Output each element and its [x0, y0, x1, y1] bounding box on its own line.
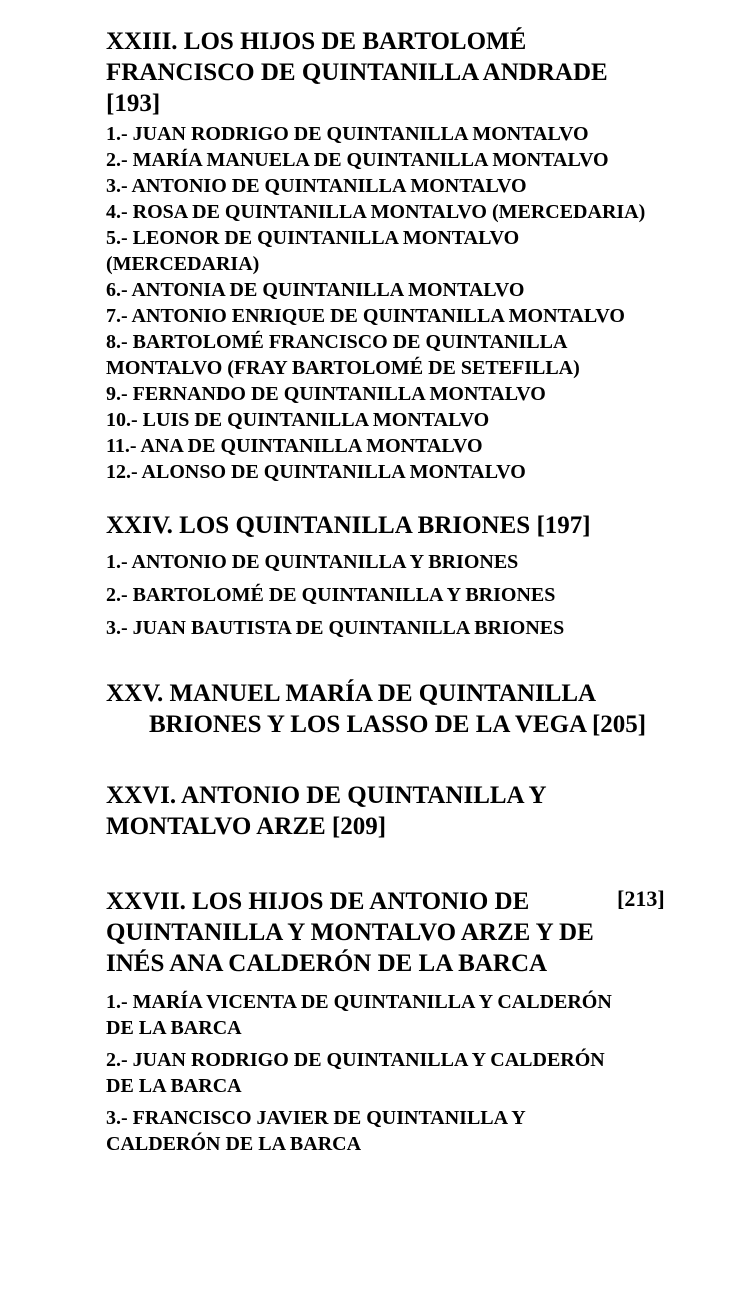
list-item[interactable]: 7.- ANTONIO ENRIQUE DE QUINTANILLA MONTALVO: [106, 305, 625, 327]
section-title[interactable]: XXV. MANUEL MARÍA DE QUINTANILLA BRIONES Y LOS LASSO DE LA VEGA [205]: [106, 680, 647, 738]
list-item[interactable]: 8.- BARTOLOMÉ FRANCISCO DE QUINTANILLA MONTALVO (FRAY BARTOLOMÉ DE SETEFILLA): [106, 331, 580, 379]
list-item[interactable]: 2.- JUAN RODRIGO DE QUINTANILLA Y CALDERÓN DE LA BARCA: [106, 1049, 605, 1097]
list-item[interactable]: 1.- JUAN RODRIGO DE QUINTANILLA MONTALVO: [106, 123, 589, 145]
section-xxiv: [106, 510, 706, 645]
section-item-list: [106, 121, 646, 485]
list-item[interactable]: 1.- MARÍA VICENTA DE QUINTANILLA Y CALDERÓN DE LA BARCA: [106, 991, 612, 1039]
table-of-contents: [106, 26, 706, 1163]
list-item[interactable]: 11.- ANA DE QUINTANILLA MONTALVO: [106, 435, 483, 457]
list-item[interactable]: 10.- LUIS DE QUINTANILLA MONTALVO: [106, 409, 490, 431]
list-item[interactable]: 4.- ROSA DE QUINTANILLA MONTALVO (MERCEDARIA): [106, 201, 646, 223]
section-title[interactable]: XXVII. LOS HIJOS DE ANTONIO DE QUINTANILLA Y MONTALVO ARZE Y DE INÉS ANA CALDERÓN DE LA BARCA: [106, 888, 594, 977]
section-title[interactable]: XXIV. LOS QUINTANILLA BRIONES [197]: [106, 512, 591, 539]
page-reference[interactable]: [213]: [617, 886, 665, 911]
section-title[interactable]: XXIII. LOS HIJOS DE BARTOLOMÉ FRANCISCO DE QUINTANILLA ANDRADE [193]: [106, 28, 608, 117]
list-item[interactable]: 12.- ALONSO DE QUINTANILLA MONTALVO: [106, 461, 526, 483]
section-xxv: [106, 678, 706, 740]
list-item[interactable]: 3.- ANTONIO DE QUINTANILLA MONTALVO: [106, 175, 527, 197]
section-title[interactable]: XXVI. ANTONIO DE QUINTANILLA Y MONTALVO ARZE [209]: [106, 782, 546, 840]
list-item[interactable]: 3.- FRANCISCO JAVIER DE QUINTANILLA Y CALDERÓN DE LA BARCA: [106, 1107, 525, 1155]
section-xxvii: [106, 886, 706, 1157]
list-item[interactable]: 2.- BARTOLOMÉ DE QUINTANILLA Y BRIONES: [106, 584, 556, 606]
section-xxiii: [106, 26, 706, 485]
list-item[interactable]: 6.- ANTONIA DE QUINTANILLA MONTALVO: [106, 279, 525, 301]
list-item[interactable]: 5.- LEONOR DE QUINTANILLA MONTALVO (MERCEDARIA): [106, 227, 520, 275]
list-item[interactable]: 9.- FERNANDO DE QUINTANILLA MONTALVO: [106, 383, 546, 405]
section-item-list: [106, 989, 626, 1157]
section-item-list: [106, 546, 706, 645]
list-item[interactable]: 2.- MARÍA MANUELA DE QUINTANILLA MONTALVO: [106, 149, 609, 171]
section-xxvi: [106, 780, 706, 842]
list-item[interactable]: 1.- ANTONIO DE QUINTANILLA Y BRIONES: [106, 551, 519, 573]
list-item[interactable]: 3.- JUAN BAUTISTA DE QUINTANILLA BRIONES: [106, 617, 565, 639]
